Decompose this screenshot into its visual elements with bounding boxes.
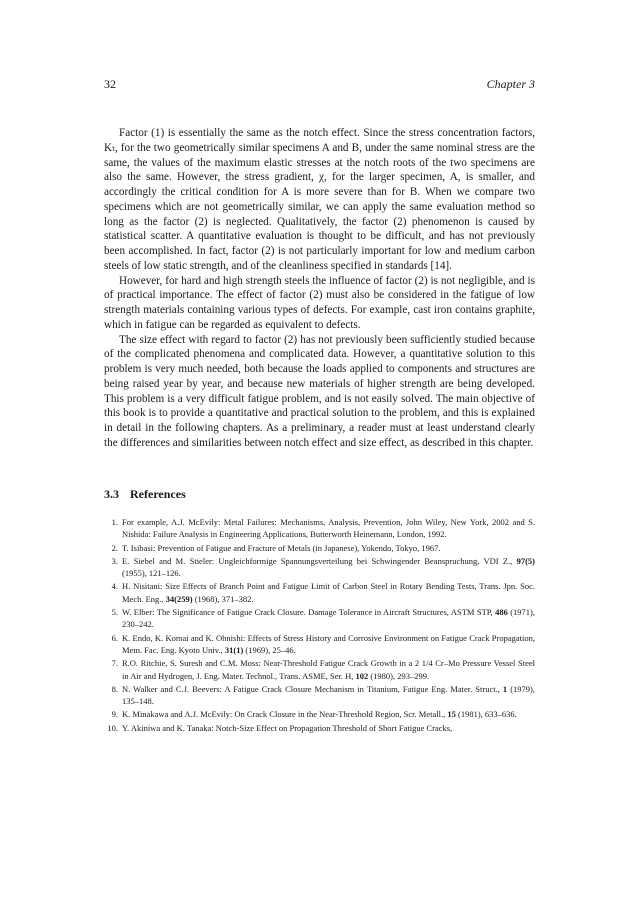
reference-item: [104, 555, 535, 580]
reference-tail: (1969), 25–46.: [243, 644, 296, 655]
reference-item: [104, 657, 535, 682]
reference-tail: (1980), 293–299.: [368, 670, 430, 681]
body-paragraph: Factor (1) is essentially the same as the notch effect. Since the stress concentration factors, Kₜ, for the two geometrically similar specimens A and B, under the same nominal stress are the same, the values of the maximum elastic stresses at the notch roots of the two specimens are also the same. However, the stress gradient, χ, for the larger specimen, A, is smaller, and accordingly the critical condition for A is more severe than for B. When we compare two specimens which are not geometrically similar, we can apply the same evaluation method so long as the factor (2) is neglected. Qualitatively, the factor (2) phenomenon is caused by statistical scatter. A quantitative evaluation is thought to be difficult, and has not previously been accomplished. In fact, factor (2) is not particularly important for low and medium carbon steels of low static strength, and of the cleanliness specified in standards [14].: [104, 127, 535, 272]
reference-number: 5.: [111, 607, 118, 618]
reference-list: [104, 516, 535, 735]
reference-item: [104, 542, 535, 554]
reference-text: E. Siebel and M. Stieler: Ungleichformige Spannungsverteilung bei Schwingender Beanspruchung, VDI Z.,: [122, 555, 517, 566]
reference-tail: (1981), 633–636.: [455, 709, 517, 720]
reference-text: K. Minakawa and A.J. McEvily: On Crack Closure in the Near-Threshold Region, Scr. Metall.,: [122, 709, 448, 720]
reference-text: For example, A.J. McEvily: Metal Failures: Mechanisms, Analysis, Prevention, John Wiley, New York, 2002 and S. Nishida: Failure Analysis in Engineering Applications, Butterworth Heinemann, London, 1992.: [122, 517, 535, 540]
reference-tail: (1968), 371–382.: [192, 593, 254, 604]
body-paragraph: However, for hard and high strength steels the influence of factor (2) is not negligible, and is of practical importance. The effect of factor (2) must also be considered in the fatigue of low strength materials containing various types of defects. For example, cast iron contains graphite, which in fatigue can be regarded as equivalent to defects.: [104, 274, 535, 331]
reference-item: [104, 516, 535, 541]
reference-volume: 97(5): [516, 555, 535, 566]
reference-text: Y. Akiniwa and K. Tanaka: Notch-Size Effect on Propagation Threshold of Short Fatigue Cracks,: [122, 722, 453, 733]
section-number: 3.3: [104, 487, 119, 501]
reference-volume: 15: [447, 709, 456, 720]
page-number: 32: [104, 77, 116, 91]
reference-number: 3.: [111, 555, 118, 566]
reference-text: H. Nisitani: Size Effects of Branch Point and Fatigue Limit of Carbon Steel in Rotary Bending Tests, Trans. Jpn. Soc. Mech. Eng.,: [122, 581, 535, 604]
reference-text: N. Walker and C.J. Beevers: A Fatigue Crack Closure Mechanism in Titanium, Fatigue Eng. Mater. Struct.,: [122, 683, 503, 694]
reference-text: T. Isibasi: Prevention of Fatigue and Fracture of Metals (in Japanese), Yokendo, Tokyo, 1967.: [122, 542, 441, 553]
reference-text: W. Elber: The Significance of Fatigue Crack Closure. Damage Tolerance in Aircraft Structures, ASTM STP,: [122, 607, 496, 618]
reference-number: 1.: [111, 517, 118, 527]
reference-volume: 102: [355, 670, 369, 681]
reference-tail: (1955), 121–126.: [122, 568, 181, 579]
reference-text: R.O. Ritchie, S. Suresh and C.M. Moss: Near-Threshold Fatigue Crack Growth in a 2 1/4 Cr–Mo Pressure Vessel Steel in Air and Hydrogen, J. Eng. Mater. Technol., Trans. ASME, Ser. H,: [122, 658, 535, 681]
reference-text: K. Endo, K. Komai and K. Ohnishi: Effects of Stress History and Corrosive Environment on Fatigue Crack Propagation, Mem. Fac. Eng. Kyoto Univ.,: [122, 632, 535, 655]
reference-item: [104, 683, 535, 708]
reference-tail: (1971), 230–242.: [122, 607, 535, 630]
reference-volume: 486: [495, 607, 508, 618]
page-header: [104, 77, 535, 95]
section-heading: [104, 487, 535, 502]
reference-item: [104, 606, 535, 631]
reference-number: 2.: [111, 542, 118, 553]
reference-number: 7.: [111, 658, 118, 669]
reference-item: [104, 632, 535, 657]
reference-number: 10.: [107, 722, 118, 733]
running-head: Chapter 3: [486, 77, 535, 91]
body-text: [104, 126, 535, 451]
reference-item: [104, 580, 535, 605]
body-paragraph: The size effect with regard to factor (2) has not previously been sufficiently studied because of the complicated phenomena and complicated data. However, a quantitative solution to this problem is very much needed, both because the loads applied to components and structures are being raised year by year, and because new materials of higher strength are being developed. This problem is a very difficult fatigue problem, and is not easily solved. The main objective of this book is to provide a quantitative and practical solution to the problem, and this is explained in detail in the following chapters. As a preliminary, a reader must at least understand clearly the differences and similarities between notch effect and size effect, as described in this chapter.: [104, 333, 535, 449]
reference-item: [104, 722, 535, 734]
reference-number: 9.: [111, 709, 118, 720]
reference-number: 6.: [111, 632, 118, 643]
section-title: References: [130, 487, 186, 501]
reference-volume: 31(1): [224, 644, 244, 655]
reference-number: 8.: [111, 683, 118, 694]
reference-volume: 1: [502, 683, 508, 694]
reference-item: [104, 708, 535, 720]
reference-tail: (1979), 135–148.: [122, 683, 535, 707]
reference-number: 4.: [111, 581, 118, 592]
reference-volume: 34(259): [165, 593, 193, 604]
